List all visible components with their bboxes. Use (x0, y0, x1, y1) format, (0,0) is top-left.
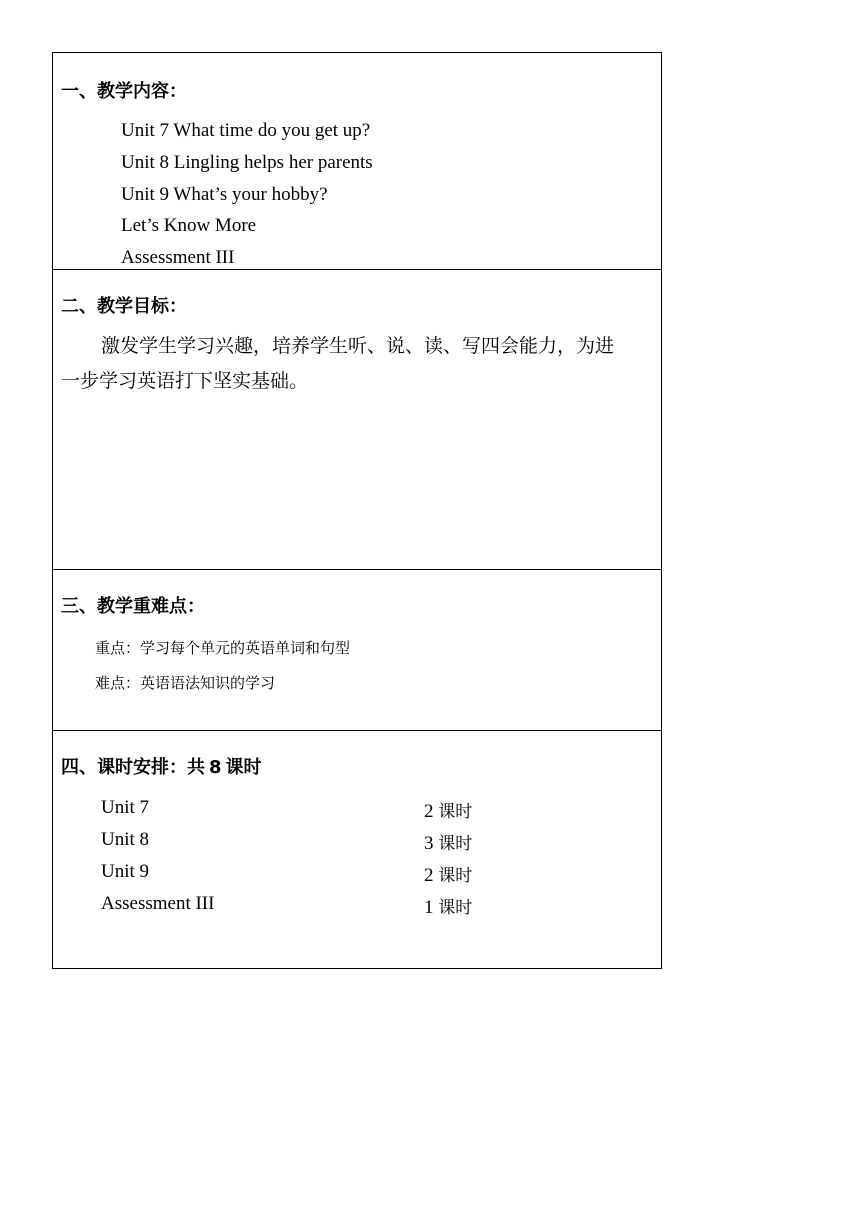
key-points-cell (53, 569, 661, 730)
lesson-plan-table (52, 52, 662, 969)
difficult-point-text: 难点：英语语法知识的学习 (95, 674, 276, 692)
schedule-hours-unit-8 (424, 829, 472, 855)
schedule-assessment: Assessment III (101, 893, 215, 914)
teaching-goals-line-2: 一步学习英语打下坚实基础。 (61, 370, 309, 392)
hours-label: 课时 (438, 834, 473, 854)
schedule-unit-7: Unit 7 (101, 797, 150, 818)
hours-label: 课时 (438, 866, 473, 886)
content-line-assessment: Assessment III (121, 247, 235, 268)
schedule-unit-9: Unit 9 (101, 861, 150, 882)
hours-number: 1 (424, 897, 434, 918)
key-point-text: 重点：学习每个单元的英语单词和句型 (95, 639, 351, 657)
content-line-lets-know-more: Let’s Know More (121, 215, 257, 236)
hours-number: 3 (424, 833, 434, 854)
schedule-total-hours: 8 (209, 757, 222, 778)
teaching-goals-heading: 二、教学目标： (61, 296, 187, 317)
content-line-unit9: Unit 9 What’s your hobby? (121, 184, 328, 205)
schedule-heading (61, 753, 262, 779)
content-line-unit8: Unit 8 Lingling helps her parents (121, 152, 373, 173)
schedule-hours-assessment (424, 893, 472, 919)
hours-label: 课时 (438, 898, 473, 918)
schedule-unit-8: Unit 8 (101, 829, 150, 850)
hours-label: 课时 (438, 802, 473, 822)
hours-number: 2 (424, 801, 434, 822)
schedule-heading-prefix: 四、课时安排：共 (61, 757, 205, 778)
schedule-cell (53, 730, 661, 969)
teaching-content-cell (53, 53, 661, 269)
teaching-content-heading: 一、教学内容： (61, 81, 187, 102)
hours-number: 2 (424, 865, 434, 886)
schedule-hours-unit-9 (424, 861, 472, 887)
schedule-heading-suffix: 课时 (225, 757, 262, 778)
teaching-goals-line-1: 激发学生学习兴趣，培养学生听、说、读、写四会能力，为进 (101, 335, 615, 357)
schedule-hours-unit-7 (424, 797, 472, 823)
teaching-goals-cell (53, 269, 661, 569)
teaching-goals-text (61, 329, 655, 399)
key-points-heading: 三、教学重难点： (61, 596, 205, 617)
content-line-unit7: Unit 7 What time do you get up? (121, 120, 371, 141)
